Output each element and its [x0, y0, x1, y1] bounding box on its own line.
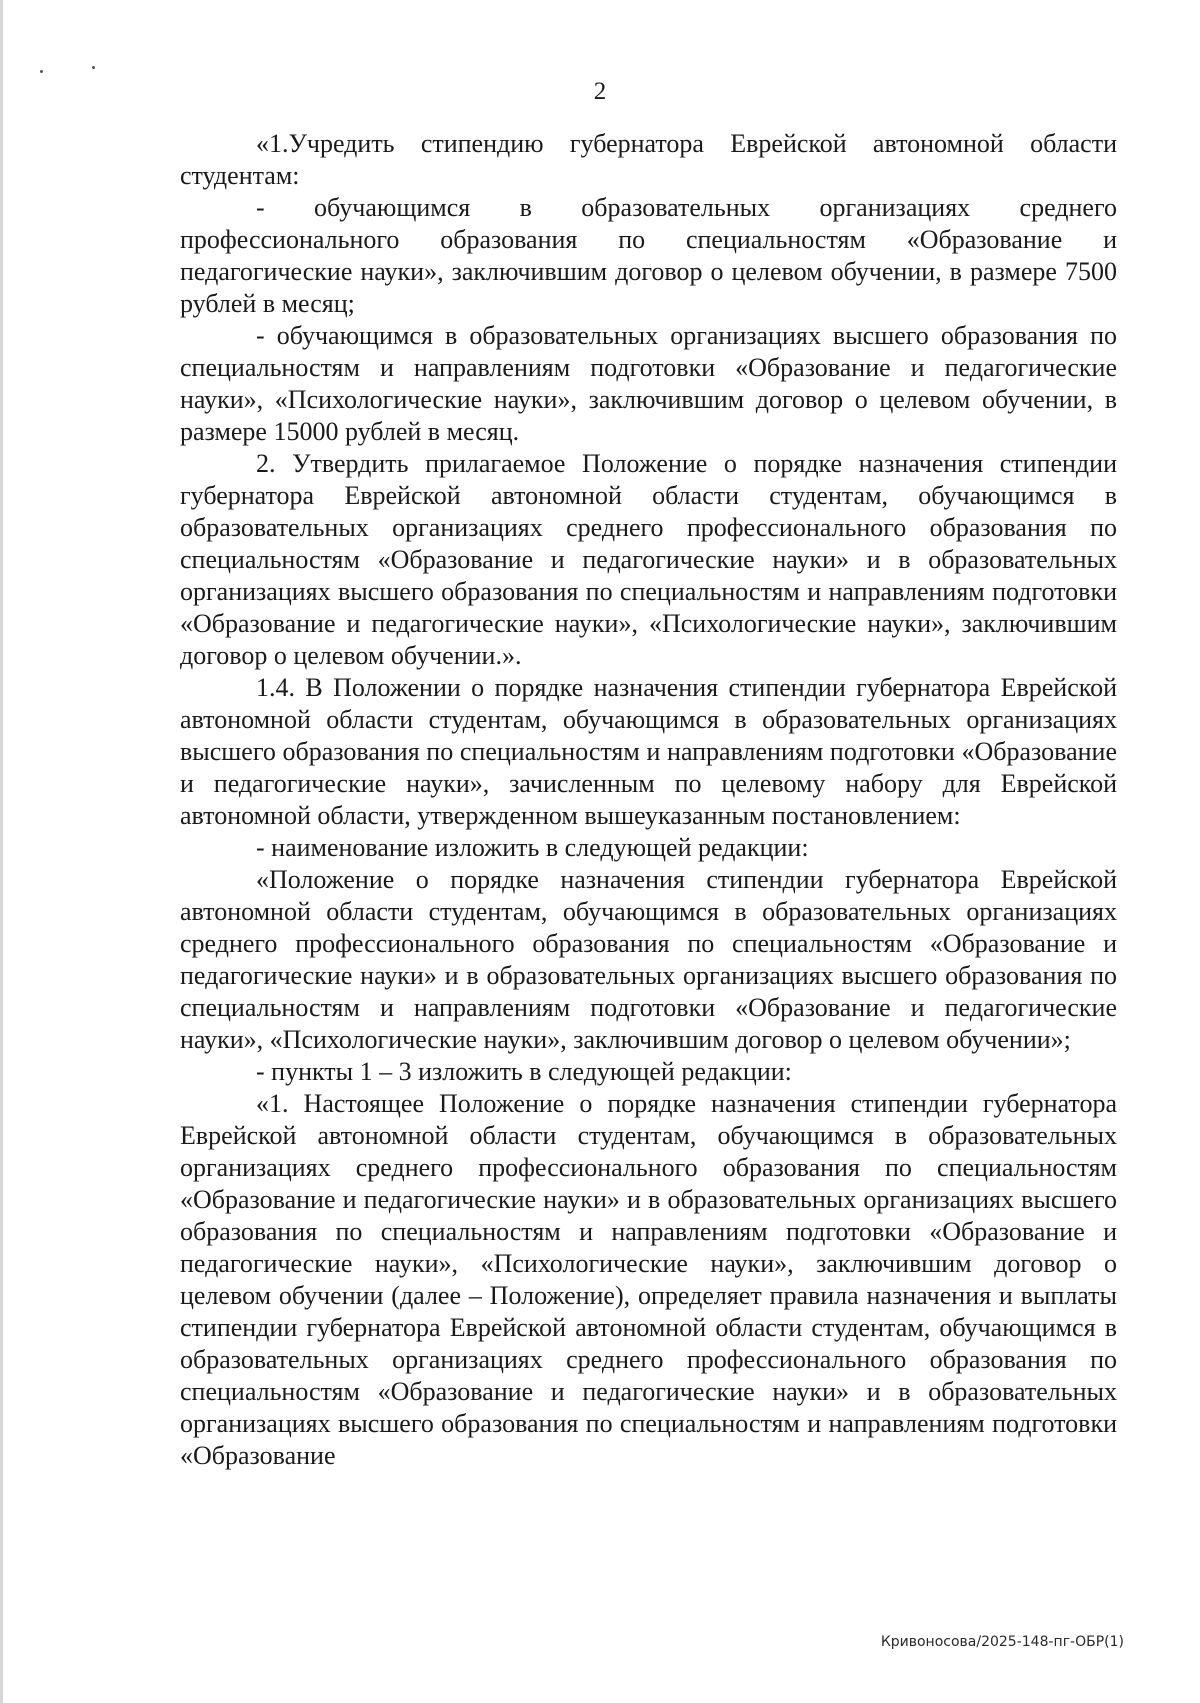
document-footer-code: Кривоносова/2025-148-пг-ОБР(1) — [880, 1634, 1124, 1650]
scan-speck — [40, 70, 43, 73]
scan-speck — [92, 66, 95, 69]
paragraph-title-change: - наименование изложить в следующей редакции: — [256, 833, 809, 862]
paragraph-new-point-1: «1. Настоящее Положение о порядке назначения стипендии губернатора Еврейской автономной области студентам, обучающимся в образовательных организациях среднего профессионального образования по специальностям «Образование и педагогические науки» и в образовательных организациях высшего образования по специальностям и направлениям подготовки «Образование и педагогические науки», «Психологические науки», заключившим договор о целевом обучении (далее – Положение), определяет правила назначения и выплаты стипендии губернатора Еврейской автономной области студентам, обучающимся в образовательных организациях среднего профессионального образования по специальностям «Образование и педагогические науки» и в образовательных организациях высшего образования по специальностям и направлениям подготовки «Образование — [180, 1089, 1117, 1470]
paragraph-vo-students: - обучающимся в образовательных организациях высшего образования по специальностям и направлениям подготовки «Образование и педагогические науки», «Психологические науки», заключившим договор о целевом обучении, в размере 15000 рублей в месяц. — [180, 321, 1117, 446]
scan-edge-shadow — [0, 0, 3, 1703]
paragraph-points-change: - пункты 1 – 3 изложить в следующей редакции: — [256, 1057, 792, 1086]
paragraph-new-title: «Положение о порядке назначения стипендии губернатора Еврейской автономной области студентам, обучающимся в образовательных организациях среднего профессионального образования по специальностям «Образование и педагогические науки» и в образовательных организациях высшего образования по специальностям и направлениям подготовки «Образование и педагогические науки», «Психологические науки», заключившим договор о целевом обучении»; — [180, 865, 1117, 1054]
paragraph-clause-2: 2. Утвердить прилагаемое Положение о порядке назначения стипендии губернатора Еврейской автономной области студентам, обучающимся в образовательных организациях среднего профессионального образования по специальностям «Образование и педагогические науки» и в образовательных организациях высшего образования по специальностям и направлениям подготовки «Образование и педагогические науки», «Психологические науки», заключившим договор о целевом обучении.». — [180, 449, 1117, 670]
paragraph-clause-1-intro: «1.Учредить стипендию губернатора Еврейской автономной области студентам: — [180, 129, 1117, 190]
paragraph-spo-students: - обучающимся в образовательных организациях среднего профессионального образования по специальностям «Образование и педагогические науки», заключившим договор о целевом обучении, в размере 7500 рублей в месяц; — [180, 193, 1117, 318]
paragraph-clause-1-4: 1.4. В Положении о порядке назначения стипендии губернатора Еврейской автономной области студентам, обучающимся в образовательных организациях высшего образования по специальностям и направлениям подготовки «Образование и педагогические науки», зачисленным по целевому набору для Еврейской автономной области, утвержденном вышеуказанным постановлением: — [180, 673, 1117, 830]
page-number: 2 — [593, 78, 607, 105]
document-body — [180, 128, 1117, 1472]
